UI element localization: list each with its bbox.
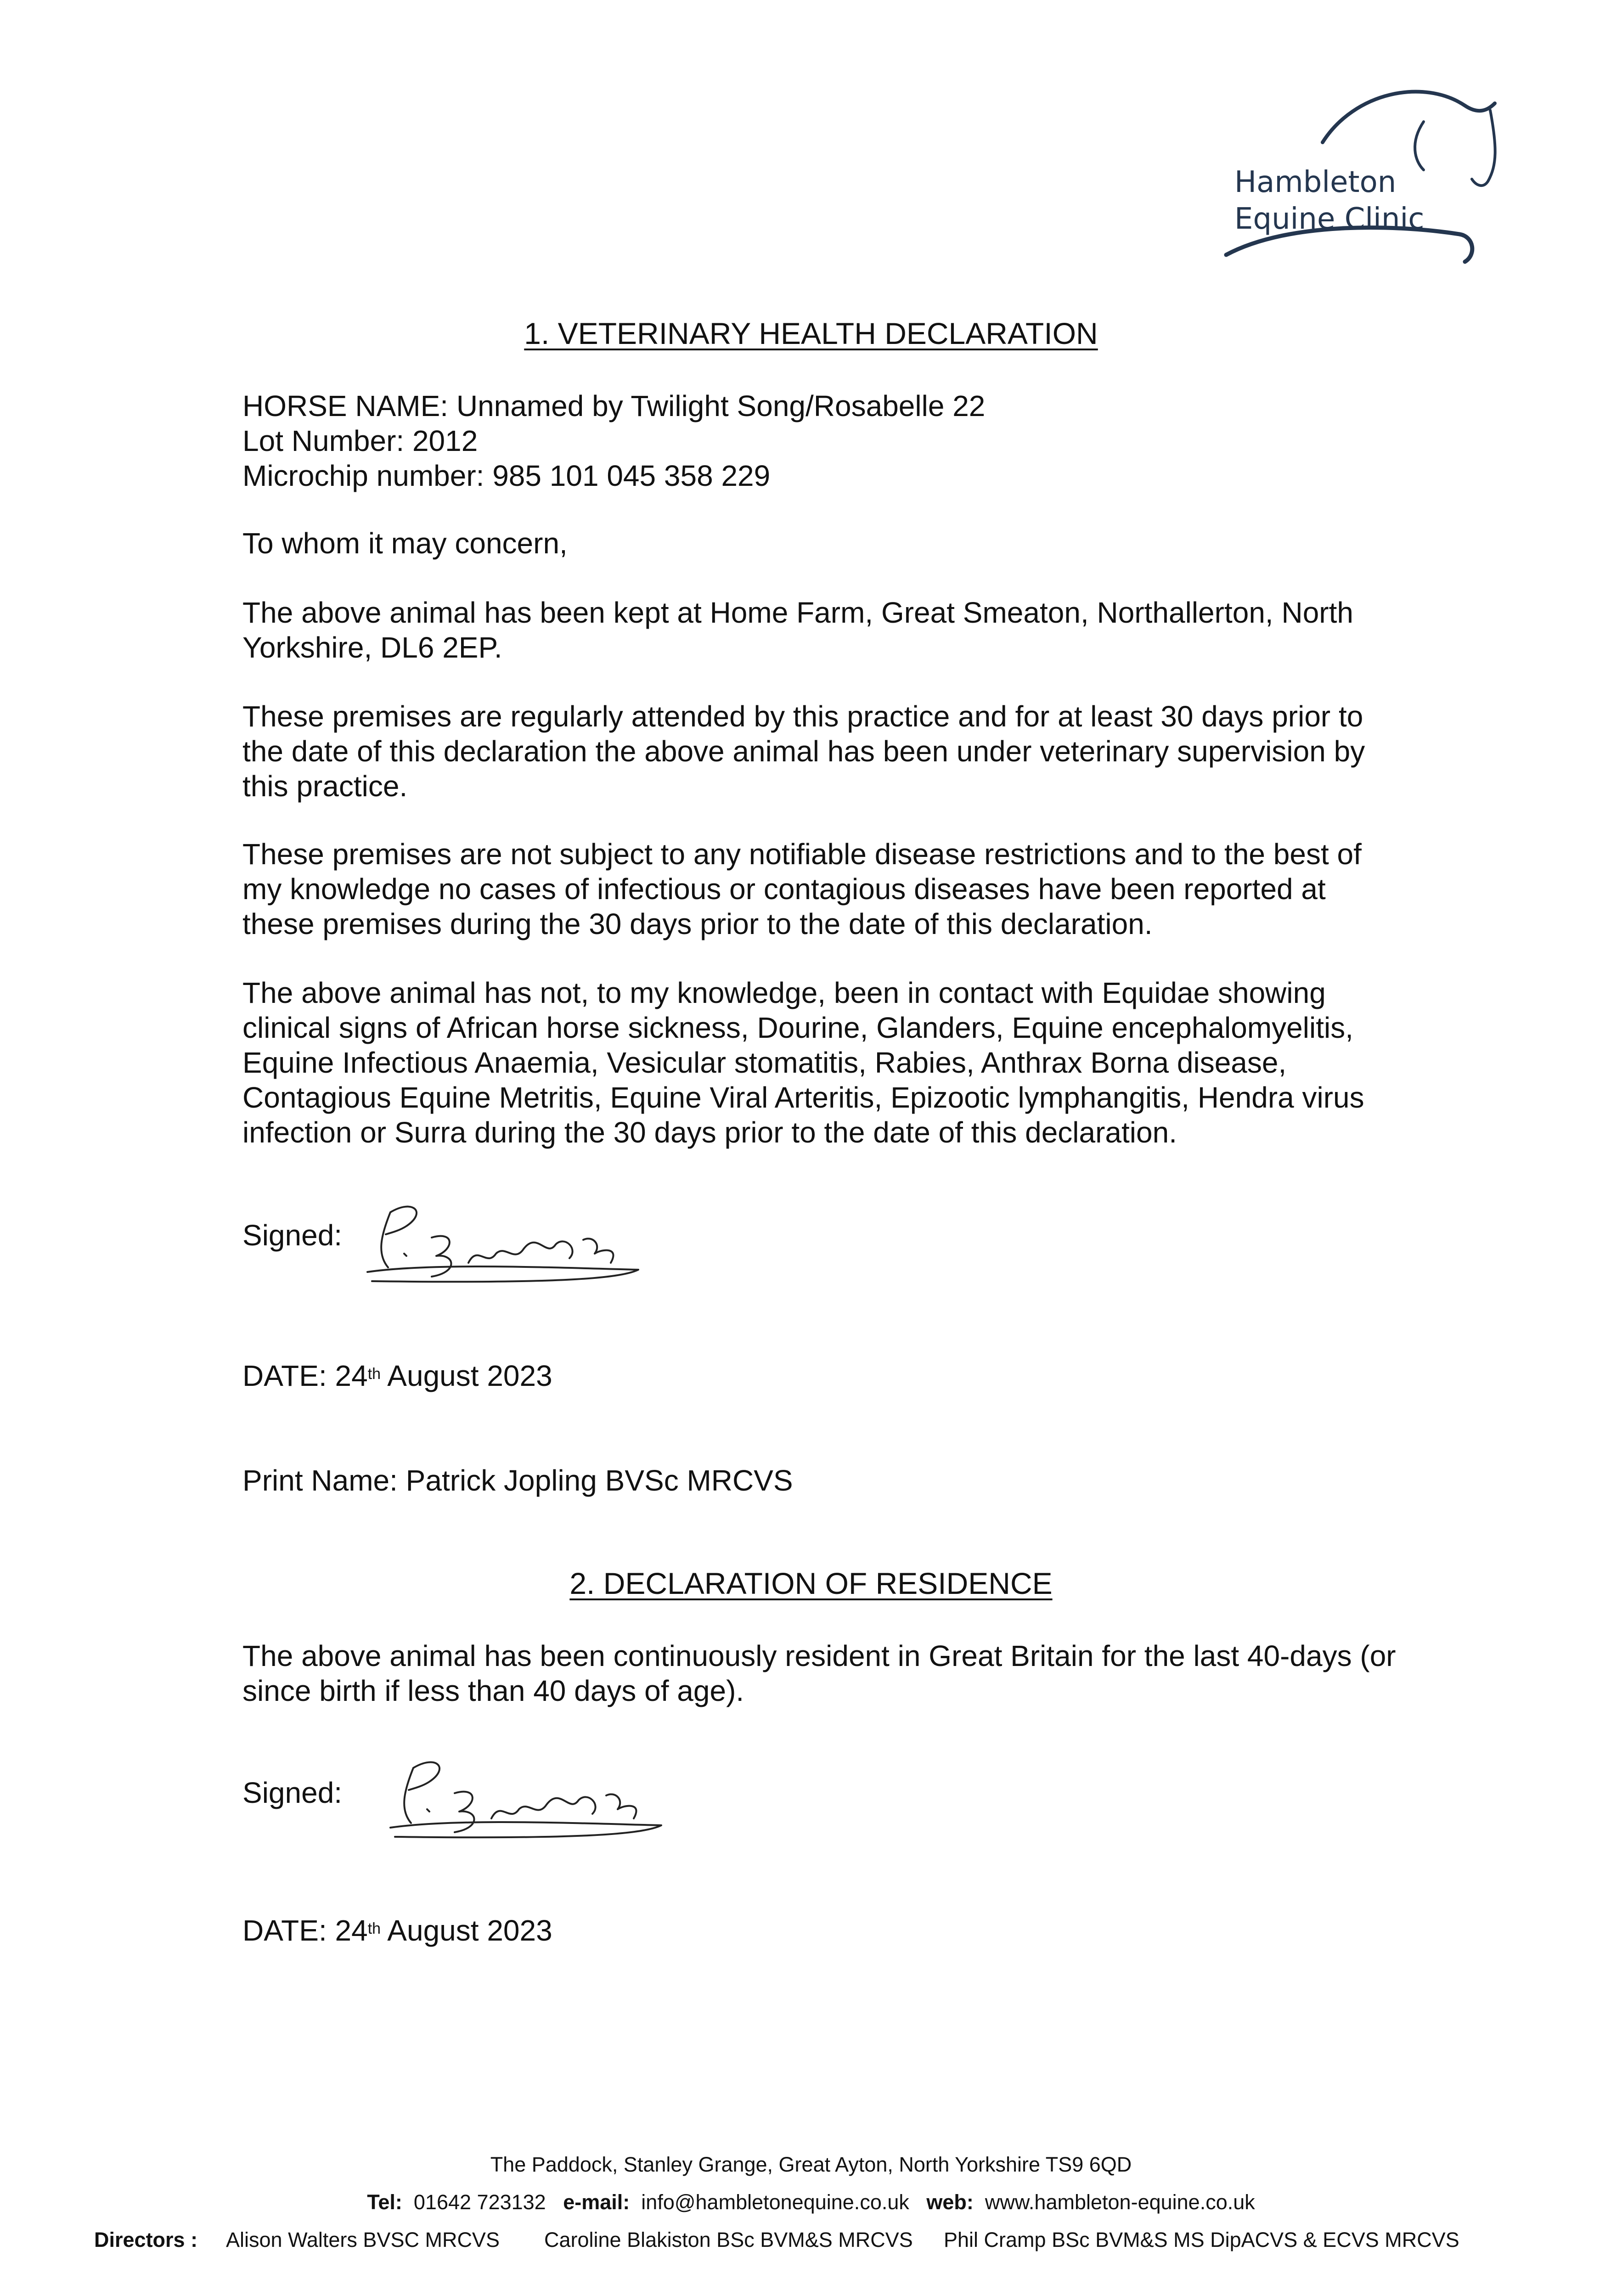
section2-heading: 2. DECLARATION OF RESIDENCE [569,1566,1053,1600]
section1-heading: 1. VETERINARY HEALTH DECLARATION [524,316,1098,350]
email-address: info@hambletonequine.co.uk [641,2190,909,2214]
date-prefix: DATE: 24 [242,1359,368,1392]
signature-2 [386,1750,670,1851]
logo-name-line1: Hambleton [1234,165,1397,199]
lot-number: Lot Number: 2012 [242,424,478,457]
email-label: e-mail: [563,2190,630,2214]
director-1: Alison Walters BVSC MRCVS [226,2228,500,2251]
signed-label-2: Signed: [242,1776,343,1809]
date-ordinal: th [367,1365,381,1383]
date-suffix: August 2023 [381,1359,552,1392]
horse-details [242,388,1400,493]
date-prefix-2: DATE: 24 [242,1914,368,1947]
disease-restrictions-paragraph: These premises are not subject to any notifiable disease restrictions and to the best of my knowledge no cases of infectious or contagious diseases have been reported at these premises during the 30 days prior to the date of this declaration. [242,838,1362,940]
logo-name-line2: Equine Clinic [1234,202,1425,236]
footer-contact [0,2190,1622,2214]
director-2: Caroline Blakiston BSc BVM&S MRCVS [544,2228,913,2251]
date-line-2 [242,1913,1400,1948]
directors-label: Directors : [94,2228,198,2251]
clinic-logo [1208,73,1502,276]
supervision-paragraph: These premises are regularly attended by this practice and for at least 30 days prior to the date of this declaration the above animal has been under veterinary supervision by this practice. [242,700,1365,803]
footer-address: The Paddock, Stanley Grange, Great Ayton, North Yorkshire TS9 6QD [490,2153,1132,2176]
print-name: Print Name: Patrick Jopling BVSc MRCVS [242,1464,793,1497]
web-label: web: [926,2190,974,2214]
date-suffix-2: August 2023 [381,1914,552,1947]
tel-label: Tel: [367,2190,402,2214]
premises-paragraph: The above animal has been kept at Home Farm, Great Smeaton, Northallerton, North Yorkshire, DL6 2EP. [242,596,1353,664]
microchip-number: Microchip number: 985 101 045 358 229 [242,459,771,492]
signed-label: Signed: [242,1219,343,1252]
contact-paragraph: The above animal has not, to my knowledge, been in contact with Equidae showing clinical signs of African horse sickness, Dourine, Glanders, Equine encephalomyelitis, Equine Infectious Anaemia, Vesicular stomatitis, Rabies, Anthrax Borna disease, Contagious Equine Metritis, Equine Viral Arteritis, Epizootic lymphangitis, Hendra virus infection or Surra during the 30 days prior to the date of this declaration. [242,976,1364,1149]
salutation: To whom it may concern, [242,527,568,560]
residence-paragraph: The above animal has been continuously resident in Great Britain for the last 40-days (or since birth if less than 40 days of age). [242,1639,1396,1707]
tel-number: 01642 723132 [413,2190,546,2214]
date-ordinal-2: th [367,1920,381,1937]
date-line-1 [242,1358,1400,1393]
horse-name: HORSE NAME: Unnamed by Twilight Song/Rosabelle 22 [242,389,986,422]
signature-1 [363,1194,648,1295]
web-address: www.hambleton-equine.co.uk [985,2190,1255,2214]
director-3: Phil Cramp BSc BVM&S MS DipACVS & ECVS MRCVS [944,2228,1459,2251]
